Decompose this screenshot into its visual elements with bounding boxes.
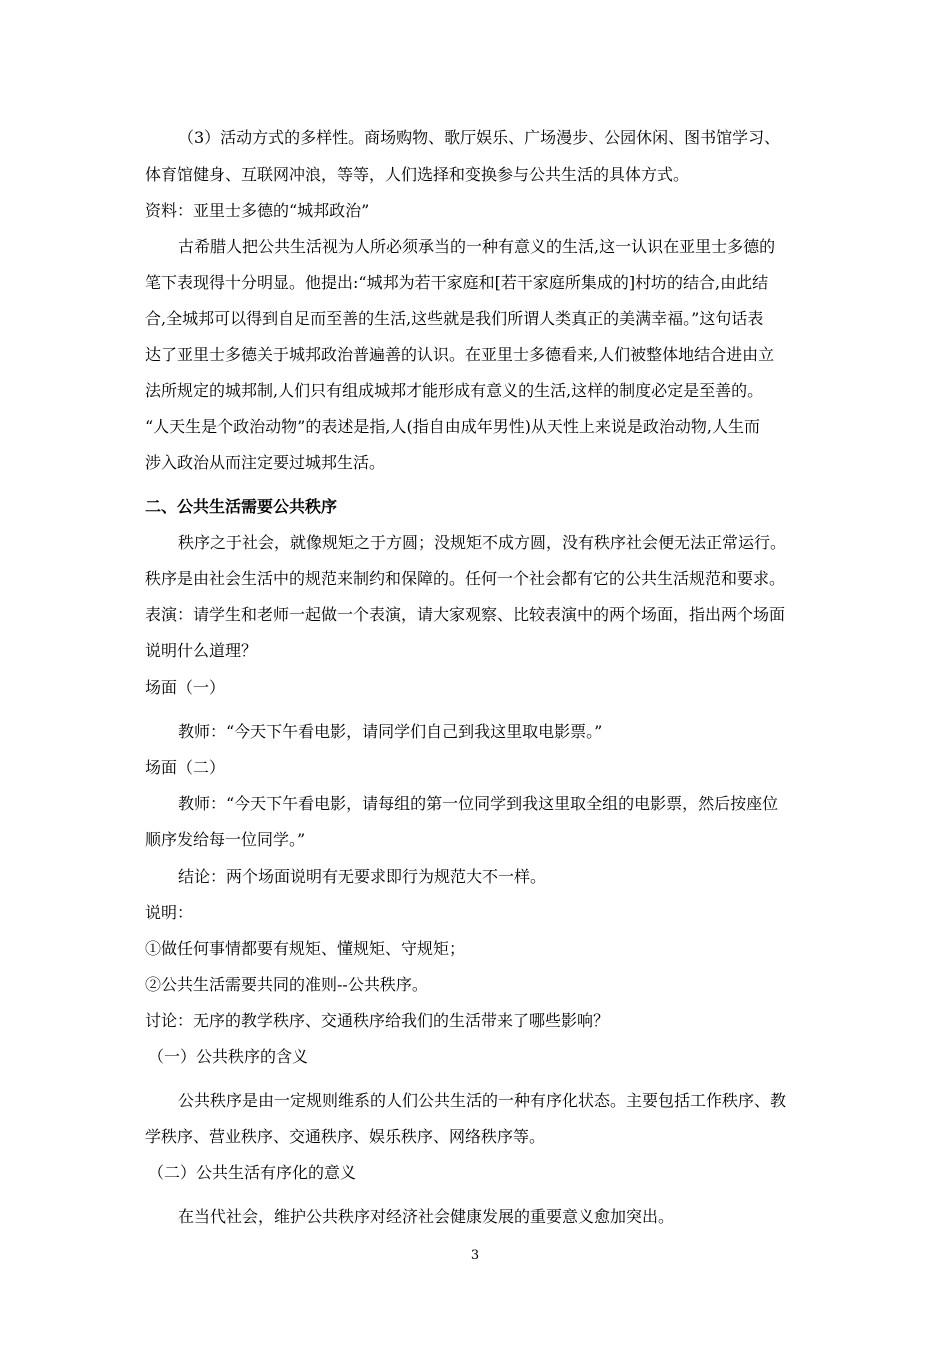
- text-line: 讨论：无序的教学秩序、交通秩序给我们的生活带来了哪些影响？: [145, 1011, 610, 1030]
- text-line: 顺序发给每一位同学。”: [145, 830, 306, 849]
- subsection-heading: （二）公共生活有序化的意义: [148, 1163, 357, 1182]
- text-line: 公共秩序是由一定规则维系的人们公共生活的一种有序化状态。主要包括工作秩序、教: [178, 1091, 787, 1110]
- text-line: 秩序之于社会，就像规矩之于方圆；没规矩不成方圆，没有秩序社会便无法正常运行。: [178, 533, 787, 552]
- text-line: 体育馆健身、互联网冲浪，等等，人们选择和变换参与公共生活的具体方式。: [145, 165, 690, 184]
- text-line: 资料：亚里士多德的“城邦政治”: [145, 201, 370, 220]
- text-line: 结论：两个场面说明有无要求即行为规范大不一样。: [178, 867, 547, 886]
- text-line: ①做任何事情都要有规矩、懂规矩、守规矩；: [145, 939, 466, 958]
- subsection-heading: （一）公共秩序的含义: [148, 1047, 309, 1066]
- text-line: 在当代社会，维护公共秩序对经济社会健康发展的重要意义愈加突出。: [178, 1207, 675, 1226]
- text-line: 场面（一）: [145, 678, 226, 697]
- text-line: 秩序是由社会生活中的规范来制约和保障的。任何一个社会都有它的公共生活规范和要求。: [145, 569, 786, 588]
- text-line: 表演：请学生和老师一起做一个表演，请大家观察、比较表演中的两个场面，指出两个场面: [145, 605, 786, 624]
- text-line: 古希腊人把公共生活视为人所必须承当的一种有意义的生活,这一认识在亚里士多德的: [178, 237, 776, 256]
- text-line: 笔下表现得十分明显。他提出:“城邦为若干家庭和[若干家庭所集成的]村坊的结合,由此结: [145, 273, 769, 292]
- section-heading: 二、公共生活需要公共秩序: [145, 497, 338, 516]
- text-line: 场面（二）: [145, 758, 226, 777]
- text-line: 教师：“今天下午看电影，请同学们自己到我这里取电影票。”: [178, 722, 603, 741]
- text-line: 法所规定的城邦制,人们只有组成城邦才能形成有意义的生活,这样的制度必定是至善的。: [145, 381, 764, 400]
- page-number: 3: [470, 1248, 480, 1263]
- text-line: 教师：“今天下午看电影，请每组的第一位同学到我这里取全组的电影票，然后按座位: [178, 794, 779, 813]
- text-line: 合,全城邦可以得到自足而至善的生活,这些就是我们所谓人类真正的美满幸福。”这句话表: [145, 309, 764, 328]
- text-line: 说明：: [145, 903, 194, 922]
- text-line: （3）活动方式的多样性。商场购物、歌厅娱乐、广场漫步、公园休闲、图书馆学习、: [178, 128, 781, 147]
- text-line: 说明什么道理？: [145, 641, 258, 660]
- text-line: ②公共生活需要共同的准则--公共秩序。: [145, 975, 428, 994]
- text-line: “人天生是个政治动物”的表述是指,人(指自由成年男性)从天性上来说是政治动物,人生而: [145, 417, 761, 436]
- text-line: 达了亚里士多德关于城邦政治普遍善的认识。在亚里士多德看来,人们被整体地结合进由立: [145, 345, 775, 364]
- text-line: 涉入政治从而注定要过城邦生活。: [145, 453, 386, 472]
- text-line: 学秩序、营业秩序、交通秩序、娱乐秩序、网络秩序等。: [145, 1127, 546, 1146]
